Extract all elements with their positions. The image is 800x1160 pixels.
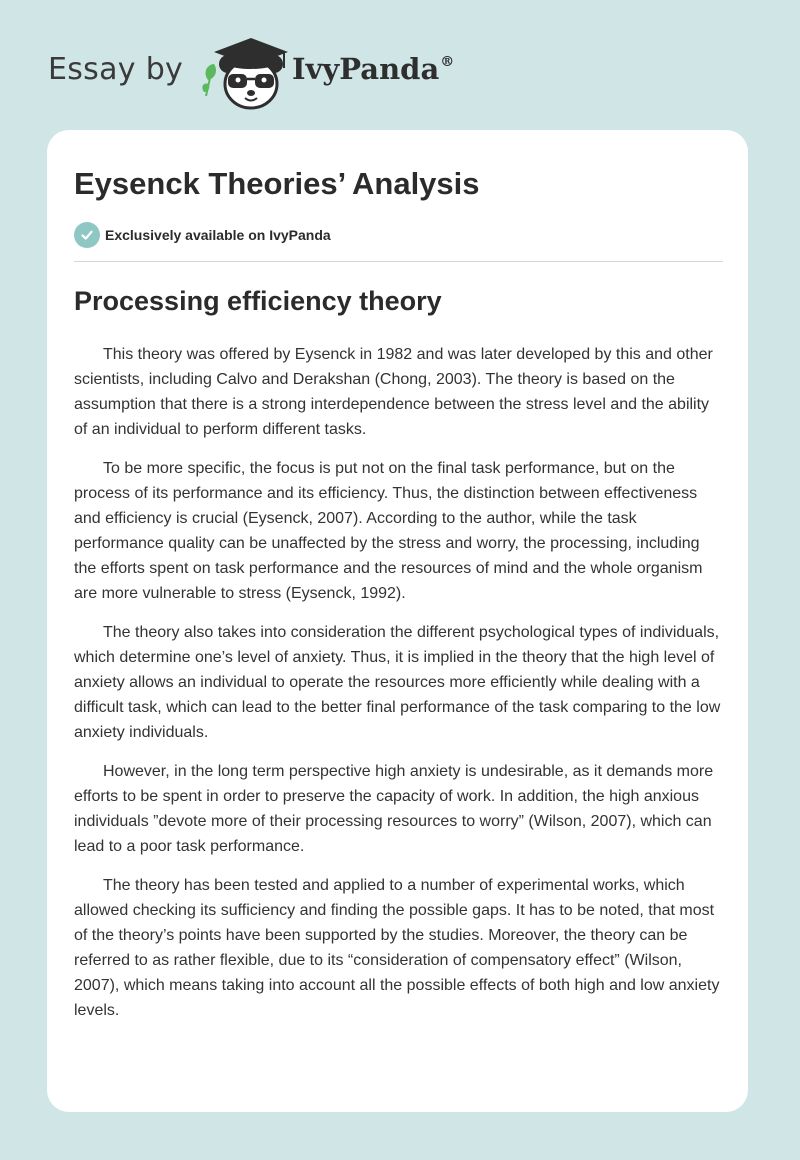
essay-card [47, 130, 748, 1112]
exclusive-badge-text: Exclusively available on IvyPanda [105, 227, 331, 243]
paragraph: However, in the long term perspective high anxiety is undesirable, as it demands more efforts to be spent in order to preserve the capacity of work. In addition, the high anxious individuals ”devote more of their processing resources to worry” (Wilson, 2007), which can lead to a poor task performance. [74, 763, 714, 855]
section-heading: Processing efficiency theory [74, 286, 442, 316]
paragraph: This theory was offered by Eysenck in 1982 and was later developed by this and other scientists, including Calvo and Derakshan (Chong, 2003). The theory is based on the assumption that there is a strong interdependence between the stress level and the ability of an individual to perform different tasks. [74, 346, 713, 438]
site-header [48, 30, 748, 110]
paragraph: The theory also takes into consideration the different psychological types of individuals, which determine one’s level of anxiety. Thus, it is implied in the theory that the high level of anxiety allows an individual to operate the resources more efficiently while dealing with a difficult task, which can lead to the better final performance of the task comparing to the low anxiety individuals. [74, 624, 721, 741]
essay-by-label: Essay by [48, 52, 184, 87]
check-circle-icon [74, 222, 100, 248]
essay-title: Eysenck Theories’ Analysis [74, 166, 480, 201]
essay-body [74, 342, 726, 1037]
registered-mark: ® [440, 54, 455, 71]
brand-name[interactable] [292, 52, 454, 86]
brand-text: IvyPanda [292, 52, 440, 86]
exclusive-badge [74, 222, 331, 248]
panda-graduate-logo-icon[interactable] [200, 34, 292, 112]
divider [74, 261, 723, 262]
checkmark-icon [80, 228, 94, 242]
paragraph: To be more specific, the focus is put not on the final task performance, but on the process of its performance and its efficiency. Thus, the distinction between effectiveness and efficiency is crucial (Eysenck, 2007). According to the author, while the task performance quality can be unaffected by the stress and worry, the processing, including the efforts spent on task performance and the resources of mind and the whole organism are more vulnerable to stress (Eysenck, 1992). [74, 460, 703, 602]
paragraph: The theory has been tested and applied to a number of experimental works, which allowed checking its sufficiency and finding the possible gaps. It has to be noted, that most of the theory’s points have been supported by the studies. Moreover, the theory can be referred to as rather flexible, due to its “consideration of compensatory effect” (Wilson, 2007), which means taking into account all the possible effects of both high and low anxiety levels. [74, 877, 720, 1019]
